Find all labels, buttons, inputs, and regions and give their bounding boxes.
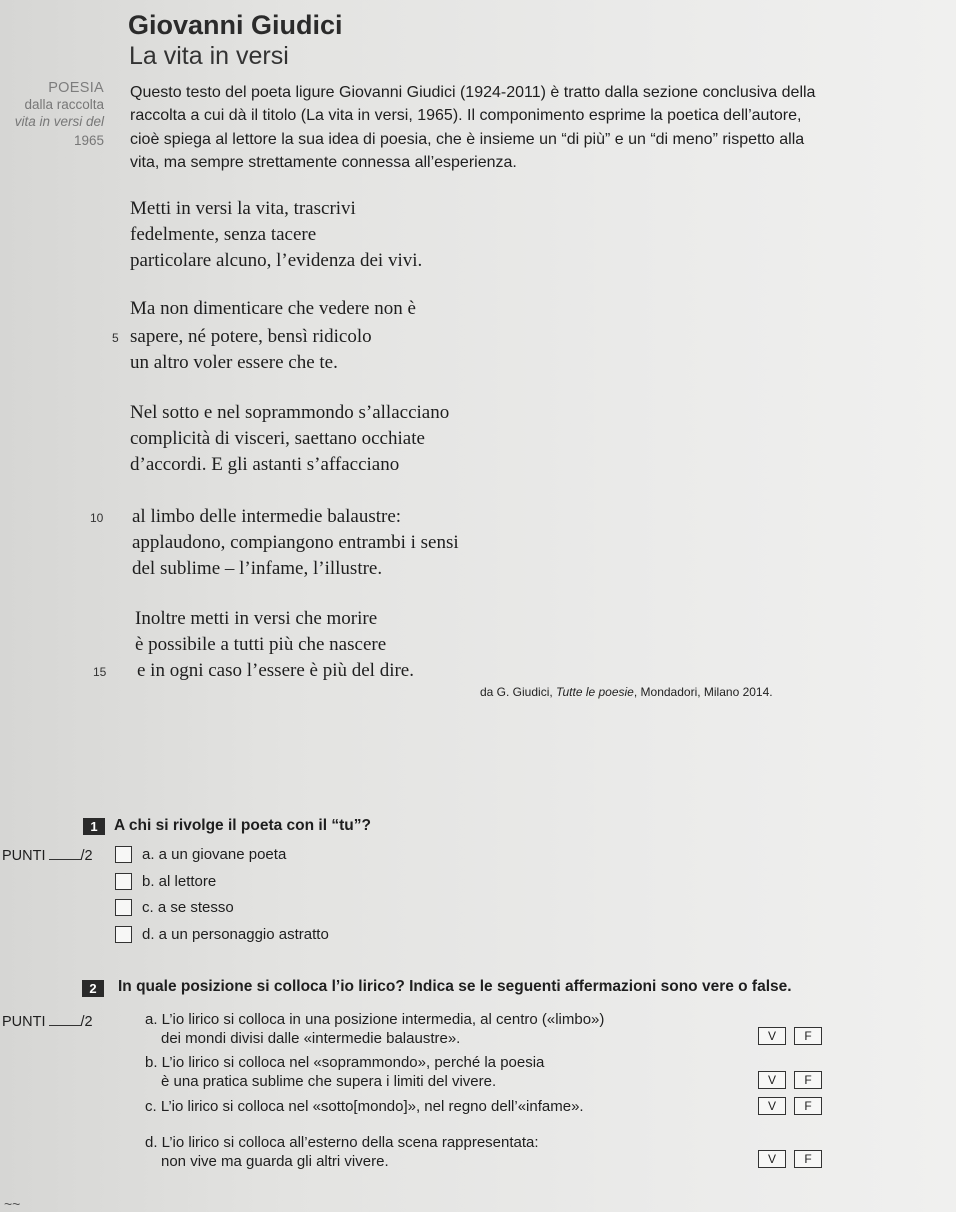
- poem-line-text: un altro voler essere che te.: [130, 352, 338, 373]
- statement-b: [145, 1053, 705, 1091]
- true-box[interactable]: V: [758, 1071, 786, 1089]
- statement-line: c. L’io lirico si colloca nel «sotto[mondo]», nel regno dell’«infame».: [145, 1098, 584, 1115]
- poem-line: [130, 428, 425, 450]
- line-number: 15: [93, 665, 107, 679]
- poem-line-text: particolare alcuno, l’evidenza dei vivi.: [130, 250, 423, 271]
- statement-line: d. L’io lirico si colloca all’esterno della scena rappresentata:: [145, 1134, 539, 1151]
- statement-line: b. L’io lirico si colloca nel «soprammondo», perché la poesia: [145, 1054, 545, 1071]
- score-field-q1[interactable]: [2, 847, 93, 864]
- poem-line: [130, 352, 338, 374]
- genre-label: POESIA: [48, 80, 104, 96]
- option-label: a. a un giovane poeta: [142, 846, 287, 863]
- page-number-fragment: ~~: [4, 1196, 21, 1212]
- true-box[interactable]: V: [758, 1097, 786, 1115]
- true-false-d: [758, 1150, 822, 1168]
- false-box[interactable]: F: [794, 1027, 822, 1045]
- source-note-line-1: dalla raccolta: [24, 97, 104, 112]
- option-c[interactable]: [115, 899, 234, 916]
- statement-a: [145, 1010, 705, 1048]
- poem-line-text: applaudono, compiangono entrambi i sensi: [132, 532, 459, 553]
- true-box[interactable]: V: [758, 1027, 786, 1045]
- poem-line-text: Inoltre metti in versi che morire: [135, 608, 378, 629]
- checkbox[interactable]: [115, 899, 132, 916]
- score-field-q2[interactable]: [2, 1013, 93, 1030]
- source-prefix: da G. Giudici,: [480, 685, 557, 699]
- poem-line-text: sapere, né potere, bensì ridicolo: [130, 326, 372, 347]
- option-d[interactable]: [115, 926, 329, 943]
- score-blank[interactable]: [49, 1013, 81, 1026]
- source-suffix: , Mondadori, Milano 2014.: [633, 685, 773, 699]
- true-false-b: [758, 1071, 822, 1089]
- poem-line-text: Ma non dimenticare che vedere non è: [130, 298, 416, 319]
- statement-d: [145, 1133, 705, 1171]
- option-label: d. a un personaggio astratto: [142, 926, 329, 943]
- true-box[interactable]: V: [758, 1150, 786, 1168]
- source-note-line-3: 1965: [73, 133, 104, 148]
- poem-line-text: è possibile a tutti più che nascere: [135, 634, 387, 655]
- line-number: 10: [90, 511, 104, 525]
- intro-paragraph: Questo testo del poeta ligure Giovanni Giudici (1924-2011) è tratto dalla sezione conclusiva della raccolta a cui dà il titolo (La vita in versi, 1965). Il componimento esprime la poetica dell’autore, cioè spiega al lettore la sua idea di poesia, che è insieme un “di più” e un “di meno” rispetto alla vita, ma sempre strettamente connessa all’esperienza.: [130, 84, 816, 171]
- false-box[interactable]: F: [794, 1150, 822, 1168]
- question-number-badge: 1: [83, 818, 105, 835]
- question-number-badge: 2: [82, 980, 104, 997]
- source-citation: [480, 685, 773, 699]
- true-false-a: [758, 1027, 822, 1045]
- poem-line: [135, 634, 386, 656]
- statement-line: non vive ma guarda gli altri vivere.: [161, 1153, 389, 1170]
- score-label: PUNTI: [2, 1014, 46, 1030]
- poem-line-text: Nel sotto e nel soprammondo s’allacciano: [130, 402, 450, 423]
- poem-line: [135, 608, 377, 630]
- poem-line: [130, 402, 449, 424]
- source-work: Tutte le poesie: [556, 685, 634, 699]
- question-1-text: A chi si rivolge il poeta con il “tu”?: [114, 817, 371, 834]
- poem-line: [93, 660, 414, 682]
- poem-line-text: d’accordi. E gli astanti s’affacciano: [130, 454, 400, 475]
- statement-line: a. L’io lirico si colloca in una posizione intermedia, al centro («limbo»): [145, 1011, 605, 1028]
- statement-c: [145, 1097, 705, 1116]
- author-name: Giovanni Giudici: [128, 10, 343, 40]
- false-box[interactable]: F: [794, 1097, 822, 1115]
- poem-line-text: del sublime – l’infame, l’illustre.: [132, 558, 383, 579]
- poem-line: [132, 558, 382, 580]
- false-box[interactable]: F: [794, 1071, 822, 1089]
- true-false-c: [758, 1097, 822, 1115]
- poem-line: [132, 532, 459, 554]
- option-label: b. al lettore: [142, 873, 217, 890]
- poem-line-text: fedelmente, senza tacere: [130, 224, 317, 245]
- poem-title: La vita in versi: [129, 42, 289, 70]
- checkbox[interactable]: [115, 926, 132, 943]
- option-label: c. a se stesso: [142, 899, 234, 916]
- option-b[interactable]: [115, 873, 216, 890]
- poem-line: [90, 506, 402, 528]
- checkbox[interactable]: [115, 846, 132, 863]
- statement-line: è una pratica sublime che supera i limiti del vivere.: [161, 1073, 497, 1090]
- poem-line: [130, 298, 416, 320]
- statement-line: dei mondi divisi dalle «intermedie balaustre».: [161, 1030, 461, 1047]
- poem-line-text: e in ogni caso l’essere è più del dire.: [137, 660, 414, 681]
- poem-line-text: complicità di visceri, saettano occhiate: [130, 428, 425, 449]
- poem-line-text: Metti in versi la vita, trascrivi: [130, 198, 356, 219]
- poem-line: [130, 224, 316, 246]
- checkbox[interactable]: [115, 873, 132, 890]
- poem-line: [112, 326, 372, 348]
- source-note-line-2: vita in versi del: [14, 114, 104, 129]
- question-2-text: In quale posizione si colloca l’io lirico? Indica se le seguenti affermazioni sono vere o false.: [118, 978, 792, 995]
- poem-line: [130, 250, 422, 272]
- poem-line-text: al limbo delle intermedie balaustre:: [132, 506, 402, 527]
- poem-line: [130, 198, 356, 220]
- line-number: 5: [112, 331, 119, 345]
- score-label: PUNTI: [2, 848, 46, 864]
- score-max: /2: [80, 1014, 93, 1030]
- score-blank[interactable]: [49, 847, 81, 860]
- score-max: /2: [80, 848, 93, 864]
- poem-line: [130, 454, 399, 476]
- option-a[interactable]: [115, 846, 286, 863]
